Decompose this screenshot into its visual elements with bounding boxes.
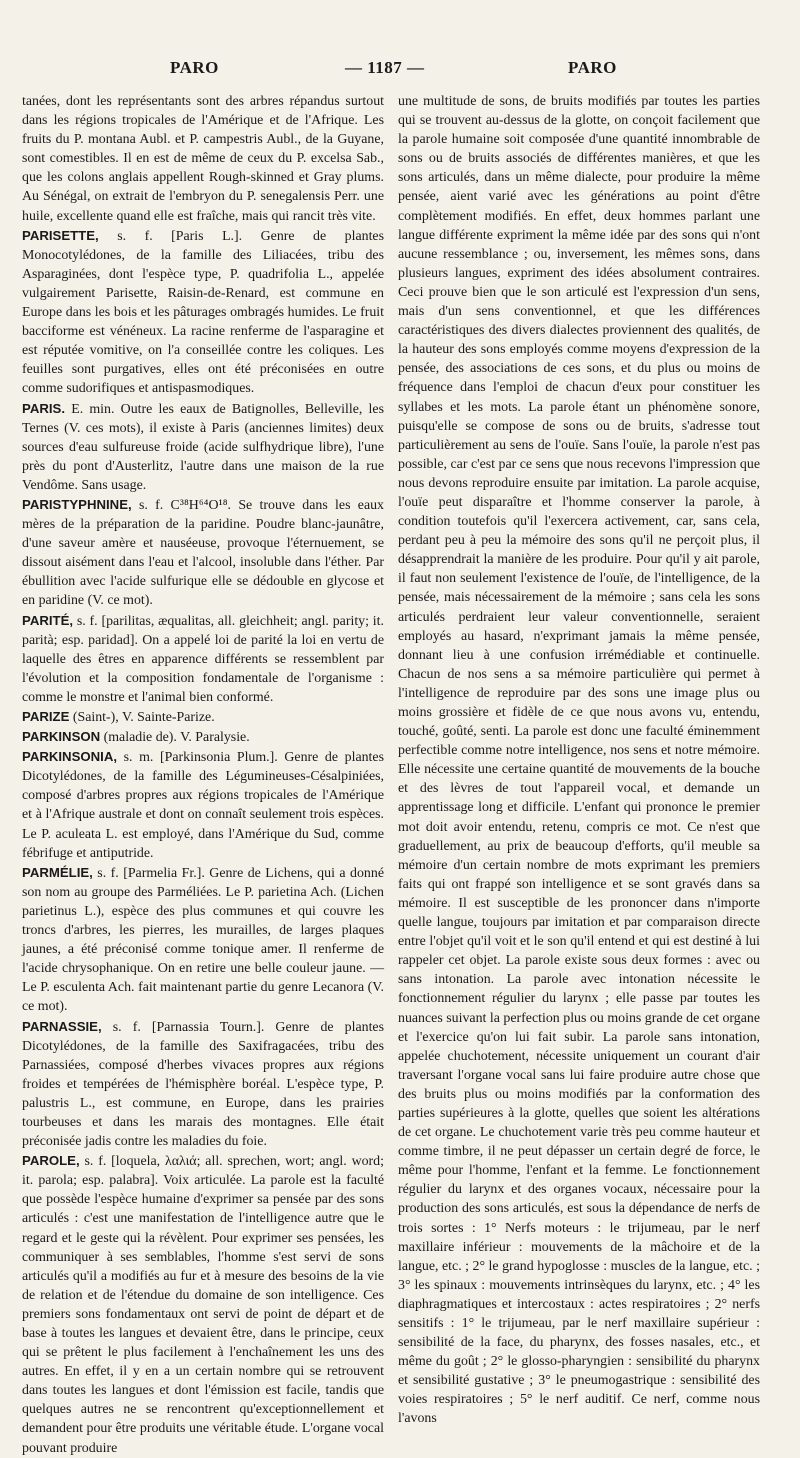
headword: PARKINSON — [22, 729, 101, 745]
page-header — [0, 58, 800, 82]
entry-parize: PARIZE (Saint-), V. Sainte-Parize. — [22, 709, 215, 725]
entry-paristyphnine: PARISTYPHNINE, s. f. C³⁸H⁶⁴O¹⁸. Se trouve dans les eaux mères de la préparation de la paridine. Poudre blanc-jaunâtre, d'une saveur amère et nauséeuse, provoque l'éternuement, se dissout aisément dans l'eau et l'alcool, insoluble dans l'éther. Par ébullition avec l'acide sulfurique elle se dédouble en glycose et en paridine (V. ce mot). — [22, 496, 384, 609]
headword: PARNASSIE, — [22, 1018, 102, 1034]
headword: PAROLE, — [22, 1153, 80, 1169]
running-head-right: PARO — [568, 58, 617, 77]
headword: PARISTYPHNINE, — [22, 496, 132, 512]
headword: PARIS. — [22, 400, 65, 416]
entry-parnassie: PARNASSIE, s. f. [Parnassia Tourn.]. Genre de plantes Dicotylédones, de la famille des Saxifragacées, tribu des Parnassiées, composé d'herbes vivaces propres aux régions froides et tempérées de l'hémisphère boréal. L'espèce type, P. palustris L., est commune, en Europe, dans les prairies tourbeuses et dans les marais des montagnes. Elle était préconisée jadis contre les maladies du foie. — [22, 1018, 384, 1150]
headword: PARIZE — [22, 709, 70, 724]
headword: PARMÉLIE, — [22, 864, 93, 880]
entry-parole-continued: une multitude de sons, de bruits modifiés par toutes les parties qui se trouvent au-dessus de la glotte, on conçoit facilement que la parole humaine soit composée d'une quantité innombrable de sons ou de bruits associés de différentes manières, et que les sons articulés, dans un même dialecte, pour produire la même pensée, aient varié avec les générations au point d'être complètement modifiés. En effet, deux hommes parlant une langue différente expriment la même idée par des sons qui n'ont aucune ressemblance ; ou, inversement, les mêmes sons, dans plusieurs langues, expriment des idées absolument contraires. Ceci prouve bien que le son articulé est l'expression d'un sens, mais d'un sens conventionnel, et que les différences caractéristiques des divers dialectes proviennent des qualités, de la hauteur des sons employés comme moyens d'expression de la pensée, des associations de ces sons, et du plus ou moins de fréquence dans l'emploi de chacun d'eux pour constituer les syllabes et les mots. La parole étant un phénomène sonore, puisqu'elle se compose de sons ou de bruits, s'adresse tout particulièrement au sens de l'ouïe. Sans l'ouïe, la parole n'est pas possible, car c'est par ce sens que nous recevons l'impression que nous devons reproduire ensuite par imitation. La parole acquise, l'ouïe peut disparaître et l'homme conserver la parole, à condition toutefois qu'il l'exercera activement, car, sans cela, perdant peu à peu la mémoire des sons qu'il ne perçoit plus, il désapprendrait la manière de les produire. Pour qu'il y ait parole, il faut non seulement l'existence de l'ouïe, de l'intelligence, de la pensée, mais nécessairement de la mémoire ; sans cela les sons articulés perdraient leur valeur conventionnelle, seraient employés au hasard, n'exprimant jamais la même pensée, donnant lieu à une confusion irrémédiable et continuelle. Chacun de nos sens a sa mémoire particulière qui permet à l'intelligence de reproduire par des sons une image plus ou moins grossière et fidèle de ce que nous avons vu, entendu, touché, goûté, senti. La parole est donc une faculté éminemment perfectible comme notre intelligence, nos sens et notre mémoire. Elle nécessite une certaine quantité de mouvements de la bouche et des lèvres de tout l'appareil vocal, et demande un apprentissage long et difficile. L'enfant qui prononce le premier mot doit avoir entendu, retenu, compris ce mot. Ce n'est que graduellement, au prix de beaucoup d'efforts, qu'il meuble sa mémoire d'un certain nombre de mots exprimant les premiers faits qui ont frappé son intelligence et se sont gravés dans sa mémoire. Il est susceptible de les prononcer dans n'importe quelle langue, toujours par imitation et par comparaison directe entre l'objet qu'il voit et le son qu'il entend et qui est destiné à lui rappeler cet objet. La parole existe sous deux formes : avec ou sans intonation. La parole avec intonation nécessite le fonctionnement régulier du larynx ; elle passe par toutes les nuances suivant la perfection plus ou moins grande de cet organe et l'exercice qu'on lui fait subir. La parole sans intonation, appelée chuchotement, nécessite uniquement un courant d'air traversant l'organe vocal sans lui faire produire autre chose que des bruits plus ou moins modifiés par la conformation des parties supérieures à la glotte, quelles que soient les altérations de cet organe. Le chuchotement varie très peu comme hauteur et comme timbre, il ne peut dépasser un certain degré de force, le même pour l'homme, l'enfant et la femme. Le fonctionnement régulier du larynx et des organes vocaux, nécessaire pour la production des sons articulés, est sous la dépendance de nerfs de trois sortes : 1° Nerfs moteurs : le trijumeau, par le nerf maxillaire inférieur : mouvements de la mâchoire et de la langue, etc. ; 2° le grand hypoglosse : muscles de la langue, etc. ; 3° les spinaux : mouvements intrinsèques du larynx, etc. ; 4° les diaphragmatiques et intercostaux : actes respiratoires ; 2° nerfs sensitifs : 1° le trijumeau, par le nerf maxillaire supérieur : sensibilité de la face, du pharynx, des fosses nasales, etc., et même du goût ; 2° le glosso-pharyngien : sensibilité du pharynx et sensibilité gustative ; 3° le pneumogastrique : sensibilité des voies respiratoires ; 5° le nerf auditif. Ce nerf, comme nous l'avons — [398, 94, 760, 1427]
entry-parkinson: PARKINSON (maladie de). V. Paralysie. — [22, 729, 250, 746]
page-number: — 1187 — — [345, 58, 425, 77]
entry-parole: PAROLE, s. f. [loquela, λαλιά; all. sprechen, wort; angl. word; it. parola; esp. palabra]. Voix articulée. La parole est la faculté que possède l'espèce humaine d'exprimer sa pensée par des sons articulés : c'est une manifestation de l'intelligence autre que le regard et le geste qui la révèlent. Pour exprimer ses pensées, les communiquer à ses semblables, l'homme s'est servi de sons articulés qu'il a modifiés au fur et à mesure des besoins de la vie de relation et de l'étendue du domaine de son intelligence. Ces premiers sons fondamentaux ont servi de point de départ et de base à toutes les langues et devaient être, dans le principe, ceux qui se prêtent le plus facilement à l'enchaînement les uns des autres. En effet, il y en a un certain nombre qui se retrouvent dans toutes les langues et dont l'émission est facile, tandis que quelques autres ne se rencontrent qu'exceptionnellement et demandent pour être produits une véritable étude. L'organe vocal pouvant produire — [22, 1153, 384, 1456]
headword: PARITÉ, — [22, 612, 74, 628]
entry-parmelie: PARMÉLIE, s. f. [Parmelia Fr.]. Genre de Lichens, qui a donné son nom au groupe des Parméliées. Le P. parietina Ach. (Lichen parietinus L.), espèce des plus communes et qui couvre les troncs d'arbres, les pierres, les murailles, de larges plaques jaunes, a été préconisé comme tonique amer. Il renferme de l'acide chrysophanique. On en retire une belle couleur jaune. — Le P. esculenta Ach. fait maintenant partie du genre Lecanora (V. ce mot). — [22, 864, 384, 1015]
entry-parkinsonia: PARKINSONIA, s. m. [Parkinsonia Plum.]. Genre de plantes Dicotylédones, de la famille des Légumineuses-Césalpiniées, composé d'arbres propres aux régions tropicales de l'Amérique et à l'Afrique australe et dont on connaît seulement trois espèces. Le P. aculeata L. est employé, dans l'Amérique du Sud, comme fébrifuge et antiputride. — [22, 749, 384, 861]
entry-continuation: tanées, dont les représentants sont des arbres répandus surtout dans les régions tropicales de l'Amérique et de l'Afrique. Les fruits du P. montana Aubl. et P. campestris Aubl., de la Guyane, sont comestibles. Il en est de même de ceux du P. excelsa Sab., que les colons anglais appellent Rough-skinned et Gray plums. Au Sénégal, on extrait de l'embryon du P. senegalensis Perr. une huile, excellente quand elle est fraîche, mais qui rancit très vite. — [22, 94, 384, 224]
headword: PARISETTE, — [22, 227, 99, 243]
headword: PARKINSONIA, — [22, 749, 118, 765]
entry-parite: PARITÉ, s. f. [parilitas, æqualitas, all. gleichheit; angl. parity; it. parità; esp. paridad]. On a appelé loi de parité la loi en vertu de laquelle des êtres en apparence différents se ressemblent par l'évolution et la composition fondamentale de l'organisme : comme le monstre et l'animal bien conformé. — [22, 612, 384, 705]
entry-paris: PARIS. E. min. Outre les eaux de Batignolles, Belleville, les Ternes (V. ces mots), il existe à Paris (anciennes limites) deux sources d'eau sulfureuse froide (acide sulfhydrique libre), l'une près du pont d'Austerlitz, l'autre dans une maison de la rue Vendôme. Sans usage. — [22, 400, 384, 493]
entry-parisette: PARISETTE, s. f. [Paris L.]. Genre de plantes Monocotylédones, de la famille des Liliacées, tribu des Asparaginées, dont l'espèce type, P. quadrifolia L., appelée vulgairement Parisette, Raisin-de-Renard, est commune en Europe dans les bois et les pâturages ombragés humides. Le fruit bacciforme est vénéneux. La racine renferme de l'asparagine et est réputée vomitive, on l'a conseillée contre les coliques. Les feuilles sont purgatives, elles ont été préconisées en outre comme sudorifiques et antispasmodiques. — [22, 227, 384, 397]
left-column — [22, 92, 384, 1458]
running-head-left: PARO — [170, 58, 219, 77]
right-column — [398, 92, 760, 1429]
